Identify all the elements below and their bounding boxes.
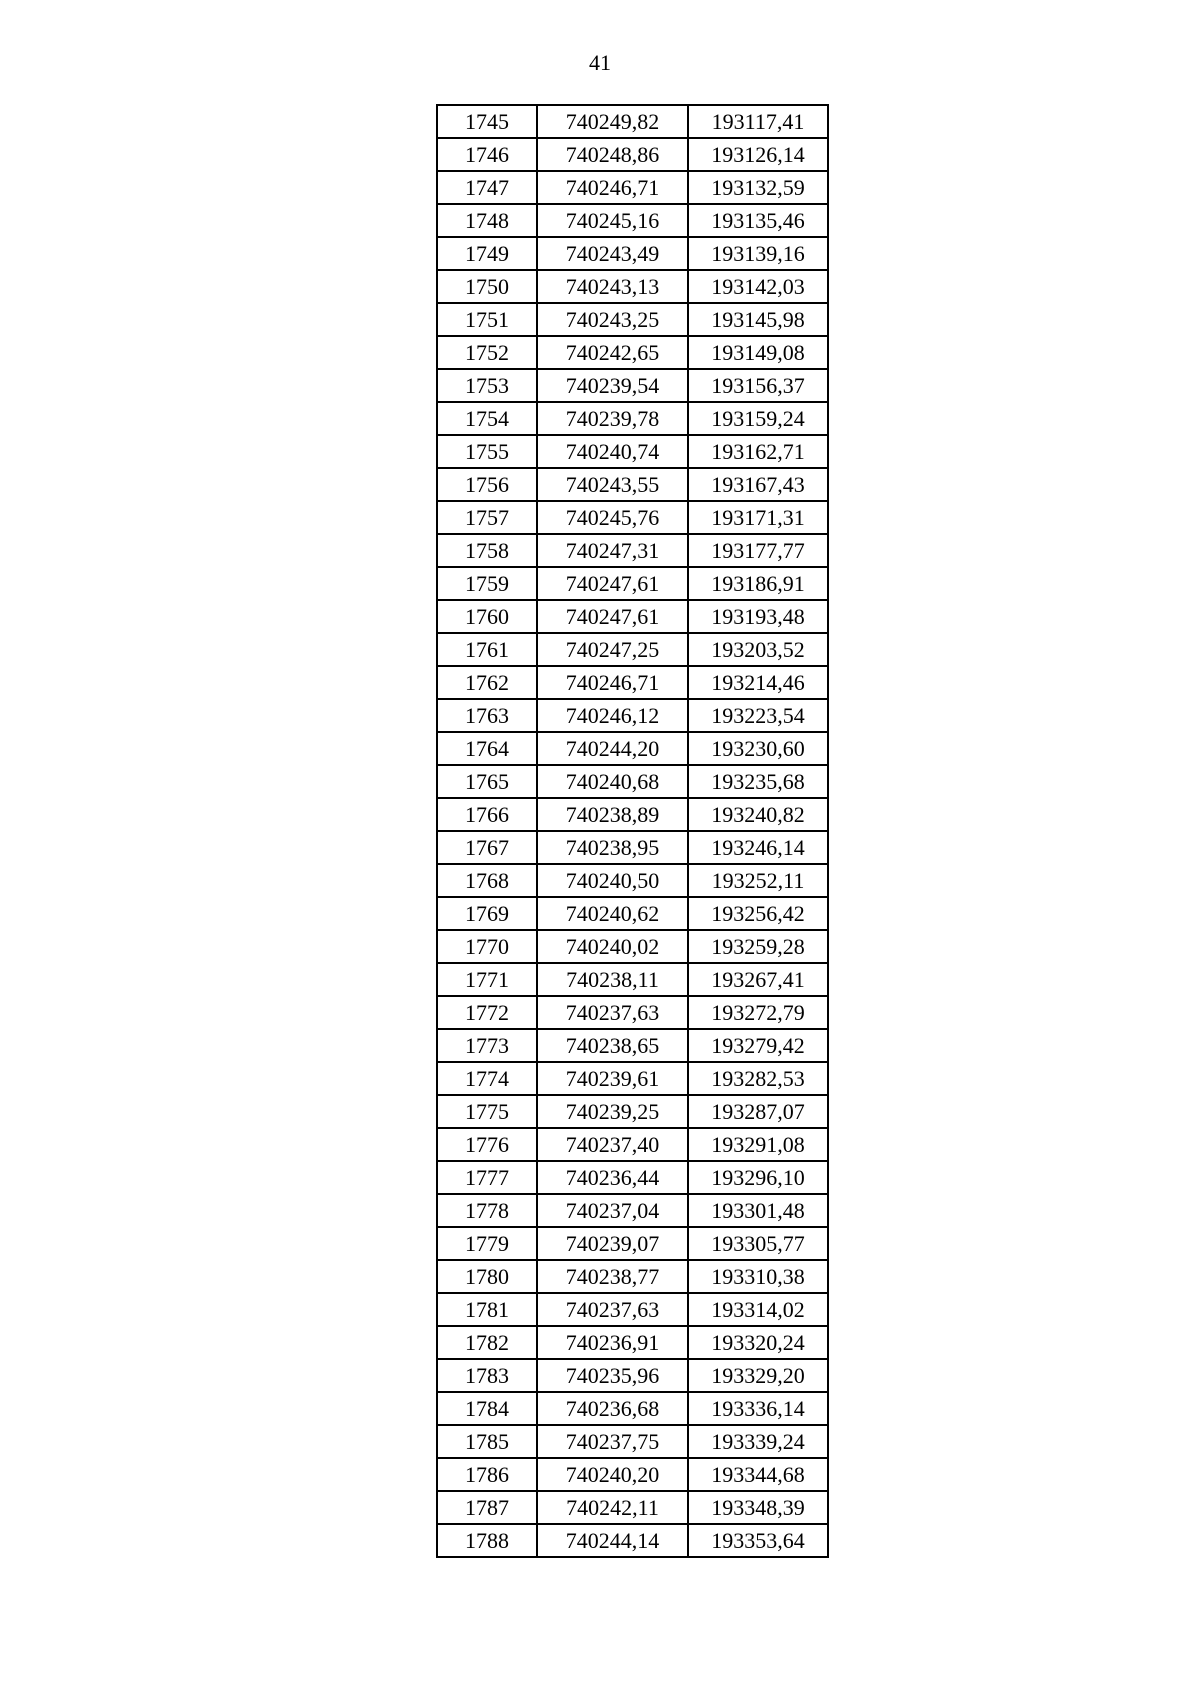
- point-number-cell: 1787: [437, 1491, 537, 1524]
- table-row: [437, 534, 828, 567]
- table-row: [437, 600, 828, 633]
- table-row: [437, 1359, 828, 1392]
- point-number-cell: 1785: [437, 1425, 537, 1458]
- y-coordinate-cell: 193336,14: [688, 1392, 828, 1425]
- y-coordinate-cell: 193329,20: [688, 1359, 828, 1392]
- point-number-cell: 1772: [437, 996, 537, 1029]
- y-coordinate-cell: 193117,41: [688, 105, 828, 138]
- x-coordinate-cell: 740240,20: [537, 1458, 688, 1491]
- point-number-cell: 1756: [437, 468, 537, 501]
- x-coordinate-cell: 740244,14: [537, 1524, 688, 1557]
- y-coordinate-cell: 193126,14: [688, 138, 828, 171]
- x-coordinate-cell: 740238,95: [537, 831, 688, 864]
- point-number-cell: 1751: [437, 303, 537, 336]
- point-number-cell: 1758: [437, 534, 537, 567]
- x-coordinate-cell: 740247,61: [537, 600, 688, 633]
- x-coordinate-cell: 740237,40: [537, 1128, 688, 1161]
- y-coordinate-cell: 193156,37: [688, 369, 828, 402]
- x-coordinate-cell: 740243,13: [537, 270, 688, 303]
- point-number-cell: 1761: [437, 633, 537, 666]
- y-coordinate-cell: 193132,59: [688, 171, 828, 204]
- x-coordinate-cell: 740247,31: [537, 534, 688, 567]
- y-coordinate-cell: 193305,77: [688, 1227, 828, 1260]
- x-coordinate-cell: 740244,20: [537, 732, 688, 765]
- x-coordinate-cell: 740240,50: [537, 864, 688, 897]
- y-coordinate-cell: 193167,43: [688, 468, 828, 501]
- point-number-cell: 1755: [437, 435, 537, 468]
- table-row: [437, 1491, 828, 1524]
- x-coordinate-cell: 740240,02: [537, 930, 688, 963]
- y-coordinate-cell: 193344,68: [688, 1458, 828, 1491]
- y-coordinate-cell: 193301,48: [688, 1194, 828, 1227]
- table-row: [437, 1326, 828, 1359]
- table-row: [437, 798, 828, 831]
- x-coordinate-cell: 740237,63: [537, 996, 688, 1029]
- point-number-cell: 1764: [437, 732, 537, 765]
- y-coordinate-cell: 193142,03: [688, 270, 828, 303]
- point-number-cell: 1766: [437, 798, 537, 831]
- table-row: [437, 1128, 828, 1161]
- x-coordinate-cell: 740245,76: [537, 501, 688, 534]
- y-coordinate-cell: 193314,02: [688, 1293, 828, 1326]
- point-number-cell: 1786: [437, 1458, 537, 1491]
- x-coordinate-cell: 740245,16: [537, 204, 688, 237]
- table-row: [437, 1458, 828, 1491]
- point-number-cell: 1769: [437, 897, 537, 930]
- y-coordinate-cell: 193162,71: [688, 435, 828, 468]
- table-row: [437, 1194, 828, 1227]
- y-coordinate-cell: 193159,24: [688, 402, 828, 435]
- y-coordinate-cell: 193177,77: [688, 534, 828, 567]
- x-coordinate-cell: 740247,25: [537, 633, 688, 666]
- x-coordinate-cell: 740240,74: [537, 435, 688, 468]
- table-row: [437, 435, 828, 468]
- y-coordinate-cell: 193145,98: [688, 303, 828, 336]
- table-row: [437, 1095, 828, 1128]
- x-coordinate-cell: 740237,63: [537, 1293, 688, 1326]
- coordinates-table-body: [437, 105, 828, 1557]
- x-coordinate-cell: 740242,11: [537, 1491, 688, 1524]
- point-number-cell: 1771: [437, 963, 537, 996]
- point-number-cell: 1749: [437, 237, 537, 270]
- point-number-cell: 1780: [437, 1260, 537, 1293]
- table-row: [437, 237, 828, 270]
- table-row: [437, 1293, 828, 1326]
- y-coordinate-cell: 193279,42: [688, 1029, 828, 1062]
- y-coordinate-cell: 193353,64: [688, 1524, 828, 1557]
- point-number-cell: 1779: [437, 1227, 537, 1260]
- x-coordinate-cell: 740237,75: [537, 1425, 688, 1458]
- point-number-cell: 1765: [437, 765, 537, 798]
- y-coordinate-cell: 193246,14: [688, 831, 828, 864]
- table-row: [437, 567, 828, 600]
- x-coordinate-cell: 740238,89: [537, 798, 688, 831]
- y-coordinate-cell: 193272,79: [688, 996, 828, 1029]
- point-number-cell: 1773: [437, 1029, 537, 1062]
- x-coordinate-cell: 740240,62: [537, 897, 688, 930]
- table-row: [437, 1062, 828, 1095]
- table-row: [437, 831, 828, 864]
- page-number: 41: [589, 50, 611, 75]
- y-coordinate-cell: 193267,41: [688, 963, 828, 996]
- point-number-cell: 1770: [437, 930, 537, 963]
- table-row: [437, 633, 828, 666]
- y-coordinate-cell: 193259,28: [688, 930, 828, 963]
- point-number-cell: 1762: [437, 666, 537, 699]
- x-coordinate-cell: 740235,96: [537, 1359, 688, 1392]
- y-coordinate-cell: 193282,53: [688, 1062, 828, 1095]
- x-coordinate-cell: 740248,86: [537, 138, 688, 171]
- x-coordinate-cell: 740239,78: [537, 402, 688, 435]
- x-coordinate-cell: 740237,04: [537, 1194, 688, 1227]
- point-number-cell: 1748: [437, 204, 537, 237]
- table-row: [437, 204, 828, 237]
- x-coordinate-cell: 740239,07: [537, 1227, 688, 1260]
- point-number-cell: 1757: [437, 501, 537, 534]
- x-coordinate-cell: 740239,54: [537, 369, 688, 402]
- x-coordinate-cell: 740247,61: [537, 567, 688, 600]
- point-number-cell: 1788: [437, 1524, 537, 1557]
- table-row: [437, 105, 828, 138]
- point-number-cell: 1776: [437, 1128, 537, 1161]
- x-coordinate-cell: 740243,25: [537, 303, 688, 336]
- point-number-cell: 1775: [437, 1095, 537, 1128]
- point-number-cell: 1781: [437, 1293, 537, 1326]
- y-coordinate-cell: 193339,24: [688, 1425, 828, 1458]
- point-number-cell: 1759: [437, 567, 537, 600]
- y-coordinate-cell: 193214,46: [688, 666, 828, 699]
- y-coordinate-cell: 193171,31: [688, 501, 828, 534]
- table-row: [437, 270, 828, 303]
- x-coordinate-cell: 740242,65: [537, 336, 688, 369]
- table-row: [437, 666, 828, 699]
- table-row: [437, 699, 828, 732]
- x-coordinate-cell: 740249,82: [537, 105, 688, 138]
- point-number-cell: 1774: [437, 1062, 537, 1095]
- y-coordinate-cell: 193135,46: [688, 204, 828, 237]
- table-row: [437, 1392, 828, 1425]
- point-number-cell: 1784: [437, 1392, 537, 1425]
- y-coordinate-cell: 193287,07: [688, 1095, 828, 1128]
- point-number-cell: 1760: [437, 600, 537, 633]
- y-coordinate-cell: 193348,39: [688, 1491, 828, 1524]
- table-row: [437, 1227, 828, 1260]
- x-coordinate-cell: 740246,71: [537, 666, 688, 699]
- y-coordinate-cell: 193256,42: [688, 897, 828, 930]
- point-number-cell: 1777: [437, 1161, 537, 1194]
- x-coordinate-cell: 740239,61: [537, 1062, 688, 1095]
- x-coordinate-cell: 740236,44: [537, 1161, 688, 1194]
- x-coordinate-cell: 740243,49: [537, 237, 688, 270]
- table-row: [437, 1260, 828, 1293]
- table-row: [437, 501, 828, 534]
- point-number-cell: 1783: [437, 1359, 537, 1392]
- y-coordinate-cell: 193296,10: [688, 1161, 828, 1194]
- y-coordinate-cell: 193291,08: [688, 1128, 828, 1161]
- table-row: [437, 138, 828, 171]
- table-row: [437, 897, 828, 930]
- point-number-cell: 1753: [437, 369, 537, 402]
- x-coordinate-cell: 740243,55: [537, 468, 688, 501]
- x-coordinate-cell: 740246,12: [537, 699, 688, 732]
- y-coordinate-cell: 193320,24: [688, 1326, 828, 1359]
- point-number-cell: 1754: [437, 402, 537, 435]
- x-coordinate-cell: 740238,11: [537, 963, 688, 996]
- y-coordinate-cell: 193240,82: [688, 798, 828, 831]
- x-coordinate-cell: 740236,68: [537, 1392, 688, 1425]
- y-coordinate-cell: 193193,48: [688, 600, 828, 633]
- table-row: [437, 1524, 828, 1557]
- table-row: [437, 963, 828, 996]
- x-coordinate-cell: 740239,25: [537, 1095, 688, 1128]
- point-number-cell: 1750: [437, 270, 537, 303]
- x-coordinate-cell: 740240,68: [537, 765, 688, 798]
- point-number-cell: 1745: [437, 105, 537, 138]
- x-coordinate-cell: 740246,71: [537, 171, 688, 204]
- y-coordinate-cell: 193235,68: [688, 765, 828, 798]
- table-row: [437, 732, 828, 765]
- table-row: [437, 996, 828, 1029]
- point-number-cell: 1746: [437, 138, 537, 171]
- x-coordinate-cell: 740238,77: [537, 1260, 688, 1293]
- point-number-cell: 1747: [437, 171, 537, 204]
- table-row: [437, 864, 828, 897]
- y-coordinate-cell: 193149,08: [688, 336, 828, 369]
- table-row: [437, 765, 828, 798]
- x-coordinate-cell: 740236,91: [537, 1326, 688, 1359]
- table-row: [437, 336, 828, 369]
- coordinates-table: [436, 104, 829, 1558]
- point-number-cell: 1782: [437, 1326, 537, 1359]
- table-row: [437, 930, 828, 963]
- y-coordinate-cell: 193186,91: [688, 567, 828, 600]
- y-coordinate-cell: 193203,52: [688, 633, 828, 666]
- table-row: [437, 1029, 828, 1062]
- table-row: [437, 369, 828, 402]
- point-number-cell: 1767: [437, 831, 537, 864]
- point-number-cell: 1768: [437, 864, 537, 897]
- y-coordinate-cell: 193230,60: [688, 732, 828, 765]
- y-coordinate-cell: 193139,16: [688, 237, 828, 270]
- table-row: [437, 402, 828, 435]
- table-row: [437, 1425, 828, 1458]
- x-coordinate-cell: 740238,65: [537, 1029, 688, 1062]
- table-row: [437, 468, 828, 501]
- y-coordinate-cell: 193223,54: [688, 699, 828, 732]
- point-number-cell: 1752: [437, 336, 537, 369]
- y-coordinate-cell: 193310,38: [688, 1260, 828, 1293]
- y-coordinate-cell: 193252,11: [688, 864, 828, 897]
- table-row: [437, 303, 828, 336]
- table-row: [437, 171, 828, 204]
- point-number-cell: 1763: [437, 699, 537, 732]
- point-number-cell: 1778: [437, 1194, 537, 1227]
- table-row: [437, 1161, 828, 1194]
